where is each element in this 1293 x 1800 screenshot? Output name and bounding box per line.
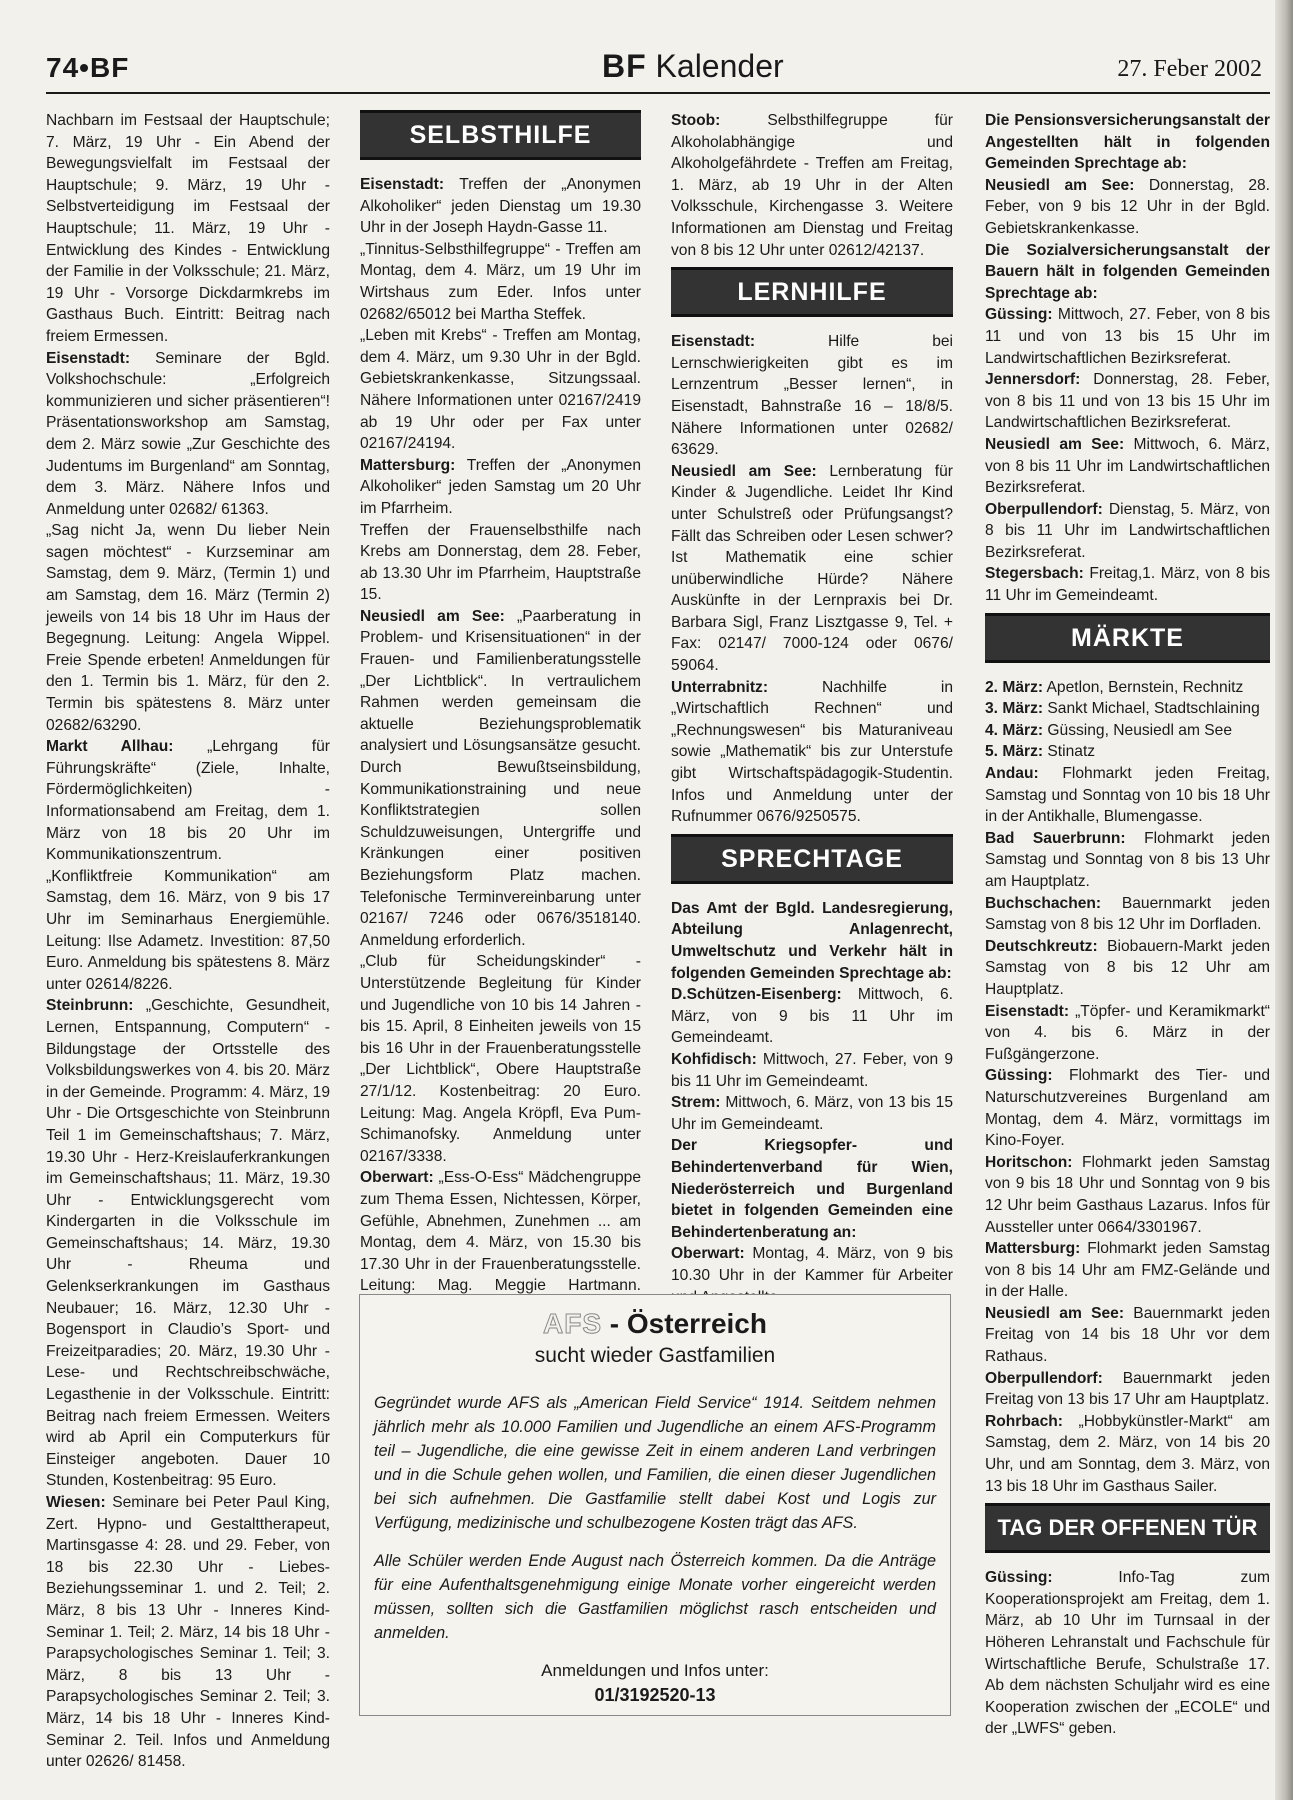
listing: Eisenstadt: Seminare der Bgld. Volkshochschule: „Erfolgreich kommunizieren und sicher präsentieren“! Präsentationsworkshop am Samstag, dem 2. März sowie „Zur Geschichte des Judentums im Burgenland“ am Sonntag, dem 3. März. Nähere Infos und Anmeldung unter 02682/ 61363.	[46, 349, 330, 518]
afs-paragraph: Gegründet wurde AFS als „American Field Service“ 1914. Seitdem nehmen jährlich mehr als 10.000 Familien und Jugendliche an einem AFS-Programm teil – Jugendliche, die eine gewisse Zeit in einem anderen Land verbringen und in die Schule gehen wollen, und Familien, die einen dieser Jugendlichen bei sich aufnehmen. Die Gastfamilie stellt dabei Kost und Logis zur Verfügung, medizinische und schulbezogene Kosten trägt das AFS.	[374, 1394, 936, 1532]
listing: „Konfliktfreie Kommunikation“ am Samstag, dem 16. März, von 9 bis 17 Uhr im Seminarhaus Energiemühle. Leitung: Ilse Adametz. Investition: 87,50 Euro. Anmeldung bis spätestens 8. März unter 02614/8226.	[46, 867, 330, 993]
page-header	[46, 48, 1270, 94]
afs-subtitle: sucht wieder Gastfamilien	[534, 1344, 776, 1367]
section-title: BF Kalender	[602, 48, 784, 84]
listing: Jennersdorf: Donnerstag, 28. Feber, von 8 bis 11 und von 13 bis 15 Uhr im Landwirtschaftlichen Bezirksreferat.	[985, 371, 1270, 432]
listing: „Sag nicht Ja, wenn Du lieber Nein sagen möchtest“ - Kurzseminar am Samstag, dem 9. März, (Termin 1) und am Samstag, dem 16. März (Termin 2) jeweils von 14 bis 18 Uhr im Haus der Begegnung. Leitung: Angela Wippel. Freie Spende erbeten! Anmeldungen für den 1. Termin bis 1. März, für den 2. Termin bis spätestens 8. März unter 02682/63290.	[46, 522, 330, 734]
listing: Steinbrunn: „Geschichte, Gesundheit, Lernen, Entspannung, Computern“ - Bildungstage der Ortsstelle des Volksbildungswerkes von 4. bis 20. März in der Gemeinde. Programm: 4. März, 19 Uhr - Die Ortsgeschichte von Steinbrunn Teil 1 im Gemeinschaftshaus; 7. März, 19.30 Uhr - Herz-Kreislauferkrankungen im Gemeinschaftshaus; 11. März, 19.30 Uhr - Entwicklungsgerecht vom Kindergarten in die Volksschule im Gemeinschaftshaus; 14. März, 19.30 Uhr - Rheuma und Gelenkserkrankungen im Gasthaus Neubauer; 16. März, 12.30 Uhr - Bogensport in Claudio’s Sport- und Freizeitparadies; 20. März, 19.30 Uhr - Lese- und Rechtschreibschwäche, Legasthenie in der Volksschule. Eintritt: Beitrag nach freiem Ermessen. Weiters wird ab April ein Computerkurs für Einsteiger angeboten. Dauer 10 Stunden, Kostenbeitrag: 95 Euro.	[46, 997, 330, 1490]
listing: Güssing: Mittwoch, 27. Feber, von 8 bis 11 und von 13 bis 15 Uhr im Landwirtschaftlichen Bezirksreferat.	[985, 306, 1270, 367]
market-date-item: 4. März: Güssing, Neusiedl am See	[985, 721, 1233, 739]
listing: Neusiedl am See: „Paarberatung in Problem- und Krisensituationen“ in der Frauen- und Familienberatungsstelle „Der Lichtblick“. In vertraulichem Rahmen werden gemeinsam die aktuelle Beziehungsproblematik analysiert und Lösungsansätze gesucht. Durch Bewußtseinsbildung, Kommunikationstraining und neue Konfliktstrategien sollen Schuldzuweisungen, Untergriffe und Kränkungen einer positiven Beziehungsform Platz machen. Telefonische Terminvereinbarung unter 02167/ 7246 oder 0676/3518140. Anmeldung erforderlich.	[360, 607, 642, 949]
listing: Kohfidisch: Mittwoch, 27. Feber, von 9 bis 11 Uhr im Gemeindeamt.	[671, 1050, 953, 1090]
section-banner-maerkte: MÄRKTE	[985, 613, 1270, 663]
listing: Neusiedl am See: Mittwoch, 6. März, von 8 bis 11 Uhr im Landwirtschaftlichen Bezirksreferat.	[985, 435, 1271, 497]
listing: Eisenstadt: Treffen der „Anonymen Alkoholiker“ jeden Dienstag um 19.30 Uhr in der Joseph Haydn-Gasse 11.	[360, 176, 641, 237]
listing: Das Amt der Bgld. Landesregierung, Abteilung Anlagenrecht, Umweltschutz und Verkehr hält in folgenden Gemeinden Sprechtage ab:	[671, 899, 953, 982]
listing: „Leben mit Krebs“ - Treffen am Montag, dem 4. März, um 9.30 Uhr in der Bgld. Gebietskrankenkasse, Sitzungssaal. Nähere Informationen unter 02167/2419 ab 19 Uhr oder per Fax unter 02167/24194.	[360, 327, 641, 453]
listing: Oberpullendorf: Dienstag, 5. März, von 8 bis 11 Uhr im Landwirtschaftlichen Bezirksreferat.	[985, 500, 1270, 561]
listing: Mattersburg: Treffen der „Anonymen Alkoholiker“ jeden Samstag um 20 Uhr im Pfarrheim.	[360, 456, 641, 517]
afs-contact-label: Anmeldungen und Infos unter:	[541, 1661, 769, 1680]
market-date-item: 5. März: Stinatz	[985, 743, 1096, 761]
listing: Die Pensionsversicherungsanstalt der Angestellten hält in folgenden Gemeinden Sprechtage ab:	[985, 112, 1270, 173]
listing: Treffen der Frauenselbsthilfe nach Krebs am Donnerstag, dem 28. Feber, ab 13.30 Uhr im Pfarrheim, Hauptstraße 15.	[360, 521, 641, 604]
page-edge	[1275, 0, 1293, 1800]
section-banner-tag-der-offenen-tuer: TAG DER OFFENEN TÜR	[985, 1503, 1270, 1553]
listing: Bad Sauerbrunn: Flohmarkt jeden Samstag und Sonntag von 8 bis 13 Uhr am Hauptplatz.	[985, 829, 1271, 890]
listing: „Tinnitus-Selbsthilfegruppe“ - Treffen am Montag, dem 4. März, um 19 Uhr im Wirtshaus zum Eder. Infos unter 02682/65012 bei Martha Steffek.	[360, 240, 641, 323]
listing: Der Kriegsopfer- und Behindertenverband für Wien, Niederösterreich und Burgenland bietet in folgenden Gemeinden eine Behindertenberatung an:	[671, 1137, 953, 1241]
afs-paragraph: Alle Schüler werden Ende August nach Österreich kommen. Da die Anträge für eine Aufenthaltsgenehmigung einige Monate vorher eingereicht werden müssen, sollten sich die Gastfamilien möglichst rasch entscheiden und anmelden.	[374, 1552, 936, 1642]
section-banner-selbsthilfe: SELBSTHILFE	[360, 110, 641, 160]
listing: Eisenstadt: „Töpfer- und Keramikmarkt“ von 4. bis 6. März in der Fußgängerzone.	[985, 1002, 1270, 1063]
listing: Markt Allhau: „Lehrgang für Führungskräfte“ (Ziele, Inhalte, Fördermöglichkeiten) - Informationsabend am Freitag, dem 1. März von 18 bis 20 Uhr im Kommunikationszentrum.	[46, 738, 330, 864]
listing: Neusiedl am See: Donnerstag, 28. Feber, von 9 bis 12 Uhr in der Bgld. Gebietskrankenkasse.	[985, 176, 1270, 237]
page-number: 74•BF	[46, 52, 130, 83]
listing: Nachbarn im Festsaal der Hauptschule; 7. März, 19 Uhr - Ein Abend der Bewegungsvielfalt im Festsaal der Hauptschule; 9. März, 19 Uhr - Selbstverteidigung im Festsaal der Hauptschule; 11. März, 19 Uhr - Entwicklung des Kindes - Entwicklung der Familie in der Volksschule; 21. März, 19 Uhr - Vorsorge Dickdarmkrebs im Gasthaus Buch. Eintritt: Beitrag nach freiem Ermessen.	[46, 112, 330, 345]
column-2	[360, 110, 641, 1318]
afs-advertisement	[359, 1294, 951, 1716]
afs-phone-number: 01/3192520-13	[594, 1685, 716, 1705]
column-3	[671, 110, 953, 1308]
listing: Buchschachen: Bauernmarkt jeden Samstag von 8 bis 12 Uhr im Dorfladen.	[985, 894, 1270, 934]
listing: Deutschkreutz: Biobauern-Markt jeden Samstag von 8 bis 12 Uhr am Hauptplatz.	[985, 937, 1270, 998]
listing: Oberwart: Montag, 4. März, von 9 bis 10.30 Uhr in der Kammer für Arbeiter	[671, 1245, 953, 1284]
column-4	[985, 110, 1270, 1740]
listing: Oberpullendorf: Bauernmarkt jeden Freitag von 13 bis 17 Uhr am Hauptplatz.	[985, 1369, 1270, 1409]
afs-title: AFS - Österreich	[543, 1308, 767, 1339]
listing: Strem: Mittwoch, 6. März, von 13 bis 15 Uhr im Gemeindeamt.	[671, 1094, 953, 1133]
listing: Horitschon: Flohmarkt jeden Samstag von 9 bis 18 Uhr und Sonntag von 9 bis 12 Uhr beim Gasthaus Lazarus. Infos für Aussteller unter 0664/3301967.	[985, 1153, 1270, 1236]
listing: Neusiedl am See: Bauernmarkt jeden Freitag von 14 bis 18 Uhr vor dem Rathaus.	[985, 1304, 1271, 1366]
column-1	[46, 110, 330, 1773]
listing: „Club für Scheidungskinder“ - Unterstützende Begleitung für Kinder und Jugendliche von 10 bis 14 Jahren - bis 15. April, 8 Einheiten jeweils von 15 bis 16 Uhr in der Frauenberatungsstelle „Der Lichtblick“, Obere Hauptstraße 27/1/12. Kostenbeitrag: 20 Euro. Leitung: Mag. Angela Kröpfl, Eva Pum-Schimanofsky. Anmeldung unter 02167/3338.	[360, 953, 641, 1165]
listing: Eisenstadt: Hilfe bei Lernschwierigkeiten gibt es im Lernzentrum „Besser lernen“, in Eisenstadt, Bahnstraße 16 – 18/8/5. Nähere Informationen unter 02682/ 63629.	[671, 333, 953, 459]
afs-body	[374, 1391, 936, 1645]
afs-logo: AFS	[543, 1308, 603, 1339]
listing: Wiesen: Seminare bei Peter Paul King, Zert. Hypno- und Gestalttherapeut, Martinsgasse 4: 28. und 29. Feber, von 18 bis 22.30 Uhr - Liebes-Beziehungsseminar 1. und 2. Teil; 2. März, 8 bis 13 Uhr - Inneres Kind-Seminar 1. Teil; 2. März, 14 bis 18 Uhr - Parapsychologisches Seminar 1. Teil; 3. März, 8 bis 13 Uhr - Parapsychologisches Seminar 2. Teil; 3. März, 14 bis 18 Uhr - Inneres Kind-Seminar 2. Teil. Infos und Anmeldung unter 02626/ 81458.	[46, 1494, 330, 1771]
listing: Oberwart: „Ess-O-Ess“ Mädchengruppe zum Thema Essen, Nichtessen, Körper, Gefühle, Abnehmen, Zunehmen ... am Montag, dem 4. März, von 15.30 bis 17.30 Uhr in der Frauenberatungsstelle. Leitung: Mag. Meggie Hartmann.	[360, 1169, 641, 1295]
listing: Mattersburg: Flohmarkt jeden Samstag von 8 bis 14 Uhr am FMZ-Gelände und in der Halle.	[985, 1240, 1270, 1301]
listing: Güssing: Flohmarkt des Tier- und Naturschutzvereines Burgenland am Montag, dem 4. März, vormittags im Kino-Foyer.	[985, 1067, 1270, 1150]
section-banner-lernhilfe: LERNHILFE	[671, 267, 953, 317]
listing: Stoob: Selbsthilfegruppe für Alkoholabhängige und Alkoholgefährdete - Treffen am Freitag, 1. März, ab 19 Uhr in der Alten Volksschule, Kirchengasse 3. Weitere Informationen am Dienstag und Freitag von 8 bis 12 Uhr unter 02612/42137.	[671, 112, 953, 259]
market-date-item: 2. März: Apetlon, Bernstein, Rechnitz	[985, 678, 1244, 696]
listing: Stegersbach: Freitag,1. März, von 8 bis 11 Uhr im Gemeindeamt.	[985, 565, 1270, 605]
issue-date: 27. Feber 2002	[1117, 56, 1262, 82]
listing: Die Sozialversicherungsanstalt der Bauern hält in folgenden Gemeinden Sprechtage ab:	[985, 241, 1270, 302]
section-banner-sprechtage: SPRECHTAGE	[671, 834, 953, 884]
market-date-item: 3. März: Sankt Michael, Stadtschlaining	[985, 700, 1260, 718]
listing: Andau: Flohmarkt jeden Freitag, Samstag und Sonntag von 10 bis 18 Uhr in der Antikhalle, Blumengasse.	[985, 765, 1270, 826]
listing: D.Schützen-Eisenberg: Mittwoch, 6. März, von 9 bis 11 Uhr im Gemeindeamt.	[671, 986, 953, 1047]
listing: Güssing: Info-Tag zum Kooperationsprojekt am Freitag, dem 1. März, ab 10 Uhr im Turnsaal in der Höheren Lehranstalt und Fachschule für Wirtschaftliche Berufe, Schulstraße 17. Ab dem nächsten Schuljahr wird es eine Kooperation zwischen der „ECOLE“ und der „LWFS“ geben.	[985, 1569, 1270, 1738]
listing: Rohrbach: „Hobbykünstler-Markt“ am Samstag, dem 2. März, von 14 bis 20 Uhr, und am Sonntag, dem 3. März, von 13 bis 18 Uhr im Gasthaus Sailer.	[985, 1412, 1270, 1495]
listing: Neusiedl am See: Lernberatung für Kinder & Jugendliche. Leidet Ihr Kind unter Schulstreß oder Prüfungsangst? Fällt das Schreiben oder Lesen schwer? Ist Mathematik eine schier unüberwindliche Hürde? Nähere Auskünfte in der Lernpraxis bei Dr. Barbara Sigl, Franz Lisztgasse 9, Tel. + Fax: 02147/ 7000-124 oder 0676/ 59064.	[671, 462, 953, 675]
listing: Unterrabnitz: Nachhilfe in „Wirtschaftlich Rechnen“ und „Rechnungswesen“ bis Maturaniveau sowie „Mathematik“ bis zur Unterstufe gibt Wirtschaftspädagogik-Studentin. Infos und Anmeldung unter der Rufnummer 0676/9250575.	[671, 678, 953, 826]
